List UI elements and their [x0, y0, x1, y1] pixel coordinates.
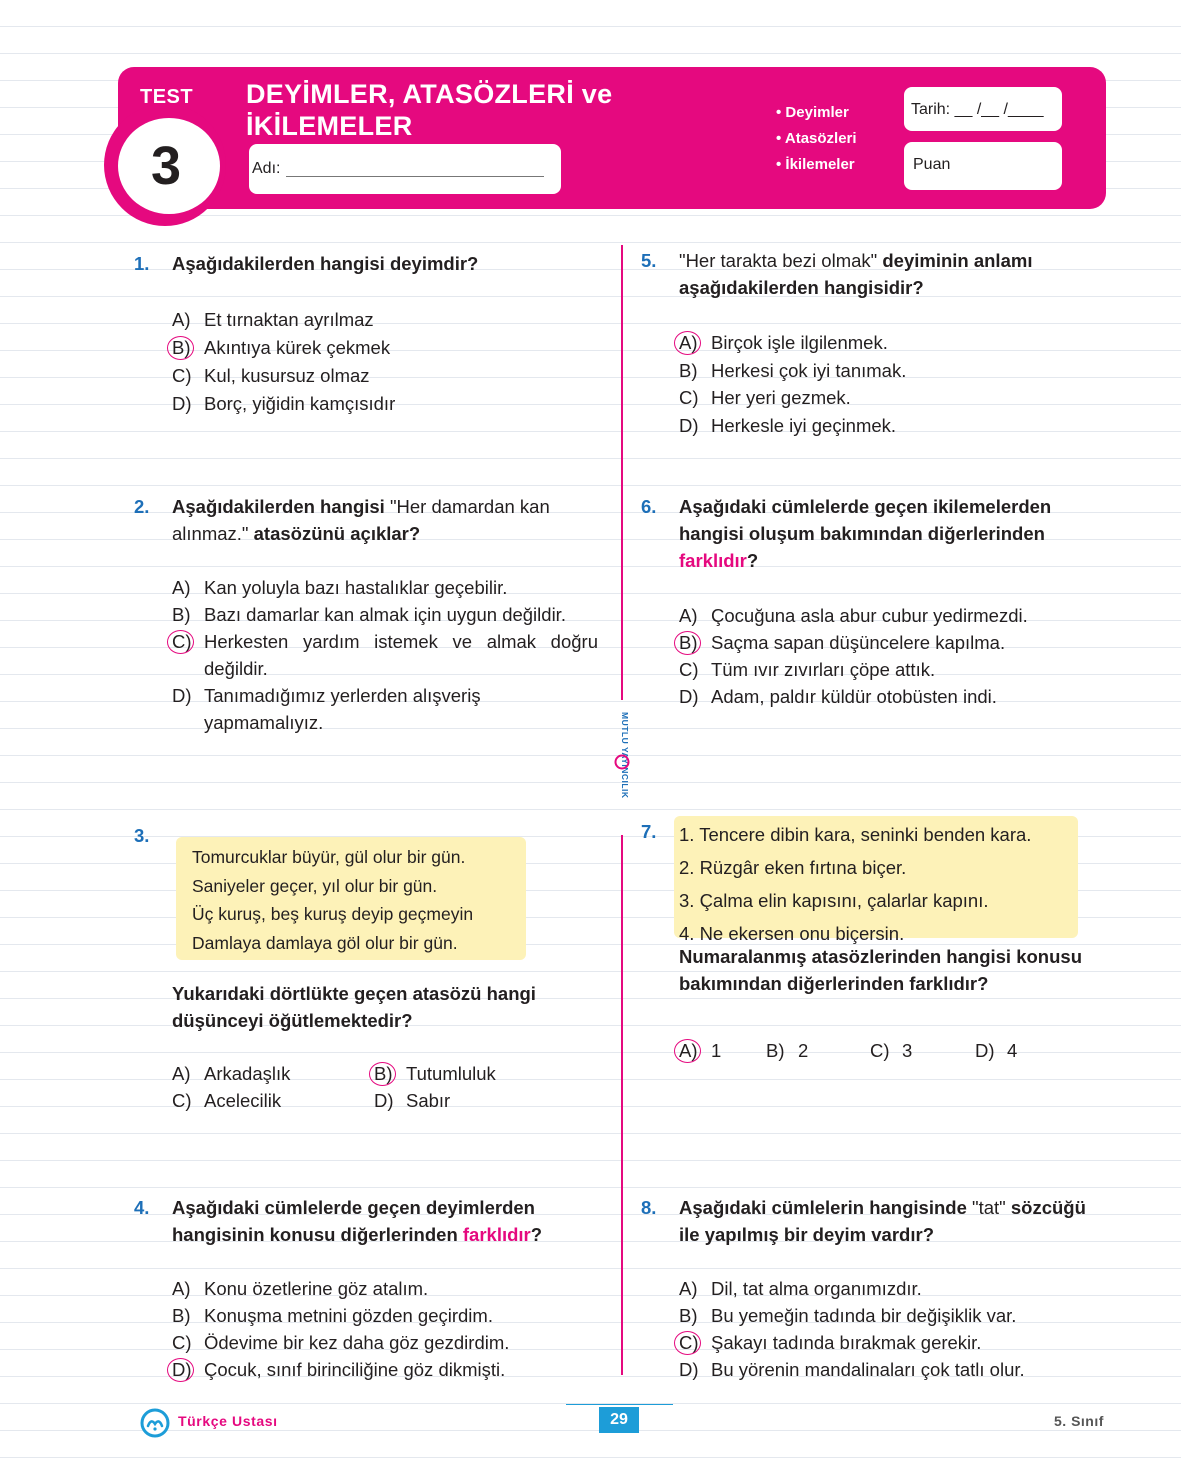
poem-box: [176, 837, 526, 960]
brand-logo-icon: [140, 1408, 170, 1438]
option-a[interactable]: A) Arkadaşlık: [172, 1063, 291, 1084]
test-label: TEST: [140, 86, 194, 108]
question-stem: Aşağıdaki cümlelerde geçen deyimlerden hangisinin konusu diğerlerinden farklıdır?: [172, 1197, 543, 1245]
option-a[interactable]: A) Birçok işle ilgilenmek.: [679, 329, 888, 356]
option-d[interactable]: D) 4: [975, 1040, 1018, 1061]
option-c[interactable]: C) Her yeri gezmek.: [679, 387, 851, 408]
question-number: 4.: [134, 1197, 150, 1218]
question-stem: Yukarıdaki dörtlükte geçen atasözü hangi düşünceyi öğütlemektedir?: [172, 983, 536, 1031]
answer-mark: [674, 331, 701, 355]
title-line-1: DEYİMLER, ATASÖZLERİ ve: [246, 79, 613, 109]
option-c[interactable]: C) Tüm ıvır zıvırları çöpe attık.: [679, 659, 936, 680]
question-number: 1.: [134, 253, 150, 274]
question-number: 3.: [134, 825, 150, 846]
option-d[interactable]: D) Herkesle iyi geçinmek.: [679, 415, 897, 436]
question-stem: Aşağıdaki cümlelerde geçen ikilemelerden hangisi oluşum bakımından diğerlerinden farklıdır?: [679, 496, 1052, 571]
topic-item: • Deyimler: [776, 100, 857, 126]
name-label: Adı:: [252, 160, 281, 177]
option-c[interactable]: C) Ödevime bir kez daha göz gezdirdim.: [172, 1332, 510, 1353]
option-d[interactable]: D) Bu yörenin mandalinaları çok tatlı olur.: [679, 1359, 1025, 1380]
topic-item: • Atasözleri: [776, 126, 857, 152]
page-number: 29: [599, 1407, 639, 1433]
answer-mark: [167, 1358, 194, 1382]
option-d[interactable]: D) Tanımadığımız yerlerden alışveriş yapmamalıyız.: [172, 685, 481, 733]
option-c[interactable]: C) Herkesten yardım istemek ve almak doğru değildir.: [172, 628, 598, 682]
question-number: 5.: [641, 250, 657, 271]
footer-rule: [566, 1404, 673, 1405]
option-c[interactable]: C) 3: [870, 1040, 913, 1061]
option-c[interactable]: C) Acelecilik: [172, 1090, 282, 1111]
option-a[interactable]: A) Dil, tat alma organımızdır.: [679, 1278, 922, 1299]
proverb-list: [679, 818, 1031, 950]
poem-line: Üç kuruş, beş kuruş deyip geçmeyin: [192, 904, 474, 924]
question-number: 8.: [641, 1197, 657, 1218]
topic-item: • İkilemeler: [776, 152, 857, 178]
option-a[interactable]: A) 1: [679, 1037, 721, 1064]
option-b[interactable]: B) Tutumluluk: [374, 1060, 496, 1087]
question-stem: "Her tarakta bezi olmak" deyiminin anlamı aşağıdakilerden hangisidir?: [679, 250, 1033, 298]
option-a[interactable]: A) Konu özetlerine göz atalım.: [172, 1278, 429, 1299]
question-number: 6.: [641, 496, 657, 517]
question-number: 7.: [641, 821, 657, 842]
option-b[interactable]: B) 2: [766, 1040, 809, 1061]
answer-mark: [674, 631, 701, 655]
page-title: [246, 78, 686, 142]
score-label: Puan: [913, 156, 951, 173]
option-b[interactable]: B) Konuşma metnini gözden geçirdim.: [172, 1305, 493, 1326]
poem-line: Tomurcuklar büyür, gül olur bir gün.: [192, 847, 466, 867]
answer-mark: [674, 1039, 701, 1063]
option-a[interactable]: A) Et tırnaktan ayrılmaz: [172, 309, 374, 330]
option-c[interactable]: C) Şakayı tadında bırakmak gerekir.: [679, 1329, 981, 1356]
option-c[interactable]: C) Kul, kusursuz olmaz: [172, 365, 370, 386]
footer-brand: Türkçe Ustası: [178, 1413, 278, 1429]
option-b[interactable]: B) Akıntıya kürek çekmek: [172, 334, 390, 361]
option-b[interactable]: B) Bazı damarlar kan almak için uygun değildir.: [172, 604, 566, 625]
option-a[interactable]: A) Kan yoluyla bazı hastalıklar geçebilir.: [172, 577, 508, 598]
footer-grade: 5. Sınıf: [1054, 1413, 1104, 1429]
question-stem: Aşağıdakilerden hangisi deyimdir?: [172, 253, 479, 274]
title-line-2: İKİLEMELER: [246, 111, 413, 141]
question-stem: Numaralanmış atasözlerinden hangisi konusu bakımından diğerlerinden farklıdır?: [679, 946, 1082, 994]
name-field[interactable]: [249, 144, 561, 194]
option-a[interactable]: A) Çocuğuna asla abur cubur yedirmezdi.: [679, 605, 1028, 626]
poem-line: Saniyeler geçer, yıl olur bir gün.: [192, 875, 438, 896]
option-b[interactable]: B) Herkesi çok iyi tanımak.: [679, 360, 907, 381]
option-d[interactable]: D) Sabır: [374, 1090, 451, 1111]
option-d[interactable]: D) Adam, paldır küldür otobüsten indi.: [679, 686, 997, 707]
proverb-item: 1. Tencere dibin kara, seninki benden kara.: [679, 824, 1032, 845]
publisher-vertical-text: MUTLU YAYINCILIK: [620, 712, 630, 799]
proverb-item: 3. Çalma elin kapısını, çalarlar kapını.: [679, 890, 989, 911]
column-divider-top: [621, 245, 623, 700]
poem-line: Damlaya damlaya göl olur bir gün.: [192, 932, 458, 953]
question-number: 2.: [134, 496, 150, 517]
name-underline: [286, 176, 544, 177]
publisher-vertical-logo: [604, 708, 640, 832]
proverb-item: 2. Rüzgâr eken fırtına biçer.: [679, 857, 907, 878]
answer-mark: [167, 630, 194, 654]
column-divider-bottom: [621, 835, 623, 1375]
question-stem: Aşağıdaki cümlelerin hangisinde "tat" sözcüğü ile yapılmış bir deyim vardır?: [679, 1197, 1086, 1245]
question-stem: Aşağıdakilerden hangisi "Her damardan kan alınmaz." atasözünü açıklar?: [172, 496, 550, 544]
option-d[interactable]: D) Borç, yiğidin kamçısıdır: [172, 393, 396, 414]
date-label: Tarih: __ /__ /____: [911, 101, 1044, 118]
option-d[interactable]: D) Çocuk, sınıf birinciliğine göz dikmişti.: [172, 1356, 505, 1383]
proverb-item: 4. Ne ekersen onu biçersin.: [679, 923, 905, 944]
answer-mark: [167, 336, 194, 360]
option-b[interactable]: B) Saçma sapan düşüncelere kapılma.: [679, 629, 1005, 656]
test-number: 3: [150, 136, 182, 196]
answer-mark: [369, 1062, 396, 1086]
topic-list: [776, 100, 857, 178]
answer-mark: [674, 1331, 701, 1355]
option-b[interactable]: B) Bu yemeğin tadında bir değişiklik var.: [679, 1305, 1017, 1326]
